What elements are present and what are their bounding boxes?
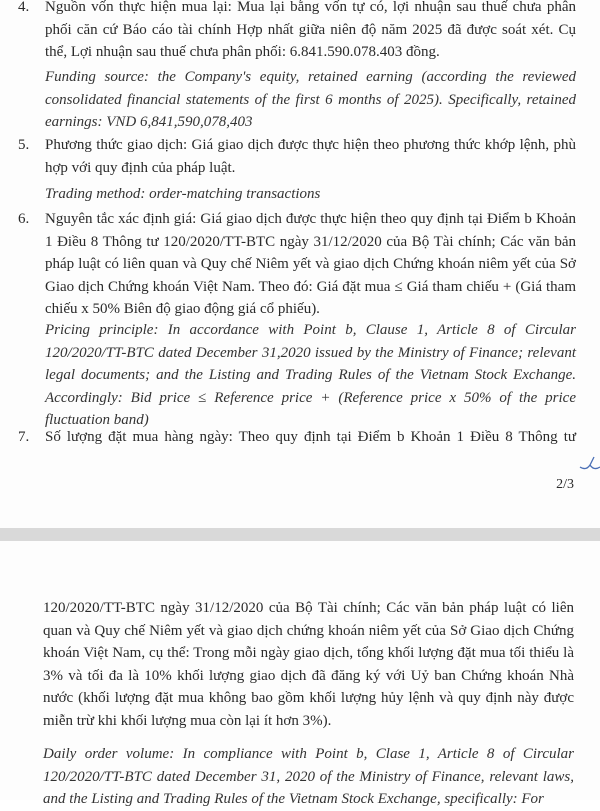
item-number: 5. xyxy=(18,137,30,153)
daily-volume-vi: Số lượng đặt mua hàng ngày: Theo quy định tại Điểm b Khoản 1 Điều 8 Thông tư xyxy=(45,429,576,445)
item-number: 7. xyxy=(18,429,30,445)
item-4 xyxy=(18,0,576,64)
item-number: 4. xyxy=(18,0,30,15)
item-number: 6. xyxy=(18,211,30,227)
item-5 xyxy=(18,134,576,179)
page-separator xyxy=(0,528,600,541)
funding-source-en: Funding source: the Company's equity, retained earning (according the reviewed consolidated financial statements of the first 6 months of 2025). Specifically, retained earnings: VND 6,841,590,078,403 xyxy=(45,69,576,130)
document-page-3 xyxy=(0,541,600,807)
pricing-principle-vi: Nguyên tắc xác định giá: Giá giao dịch được thực hiện theo quy định tại Điểm b Khoản 1 Điều 8 Thông tư 120/2020/TT-BTC ngày 31/12/2020 của Bộ Tài chính; Các văn bản pháp luật có liên quan và Quy chế Niêm yết và giao dịch Chứng khoán niêm yết của Sở Giao dịch Chứng khoán Việt Nam. Theo đó: Giá đặt mua ≤ Giá tham chiếu + (Giá tham chiếu x 50% Biên độ giao động giá cổ phiếu). xyxy=(45,211,576,317)
trading-method-en: Trading method: order-matching transactions xyxy=(45,186,321,202)
page-number: 2/3 xyxy=(556,477,574,492)
daily-volume-en: Daily order volume: In compliance with Point b, Clase 1, Article 8 of Circular 120/2020/TT-BTC dated December 31, 2020 of the Ministry of Finance, relevant laws, and the Listing and Trading Rules of the Vietnam Stock Exchange, specifically: For xyxy=(43,746,574,807)
item-7 xyxy=(18,426,576,449)
funding-source-vi: Nguồn vốn thực hiện mua lại: Mua lại bằng vốn tự có, lợi nhuận sau thuế chưa phân phối căn cứ Báo cáo tài chính Hợp nhất giữa niên độ năm 2025 đã được soát xét. Cụ thể, Lợi nhuận sau thuế chưa phân phối: 6.841.590.078.403 đồng. xyxy=(45,0,576,60)
trading-method-vi: Phương thức giao dịch: Giá giao dịch được thực hiện theo phương thức khớp lệnh, phù hợp với quy định của pháp luật. xyxy=(45,137,576,176)
item-6 xyxy=(18,208,576,321)
daily-volume-vi-continued: 120/2020/TT-BTC ngày 31/12/2020 của Bộ Tài chính; Các văn bản pháp luật có liên quan và Quy chế Niêm yết và giao dịch chứng khoán niêm yết của Sở Giao dịch Chứng khoán Việt Nam, cụ thể: Trong mỗi ngày giao dịch, tổng khối lượng đặt mua tối thiểu là 3% và tối đa là 10% khối lượng giao dịch đã đăng ký với Uỷ ban Chứng khoán Nhà nước (khối lượng đặt mua không bao gồm khối lượng hủy lệnh và quy định này được miễn trừ khi khối lượng mua còn lại ít hơn 3%). xyxy=(43,600,574,729)
pricing-principle-en: Pricing principle: In accordance with Point b, Clause 1, Article 8 of Circular 120/2020/TT-BTC dated December 31,2020 issued by the Ministry of Finance; relevant legal documents; and the Listing and Trading Rules of the Vietnam Stock Exchange. Accordingly: Bid price ≤ Reference price + (Reference price x 50% of the price fluctuation band) xyxy=(45,322,576,428)
signature-mark-icon xyxy=(578,455,600,475)
